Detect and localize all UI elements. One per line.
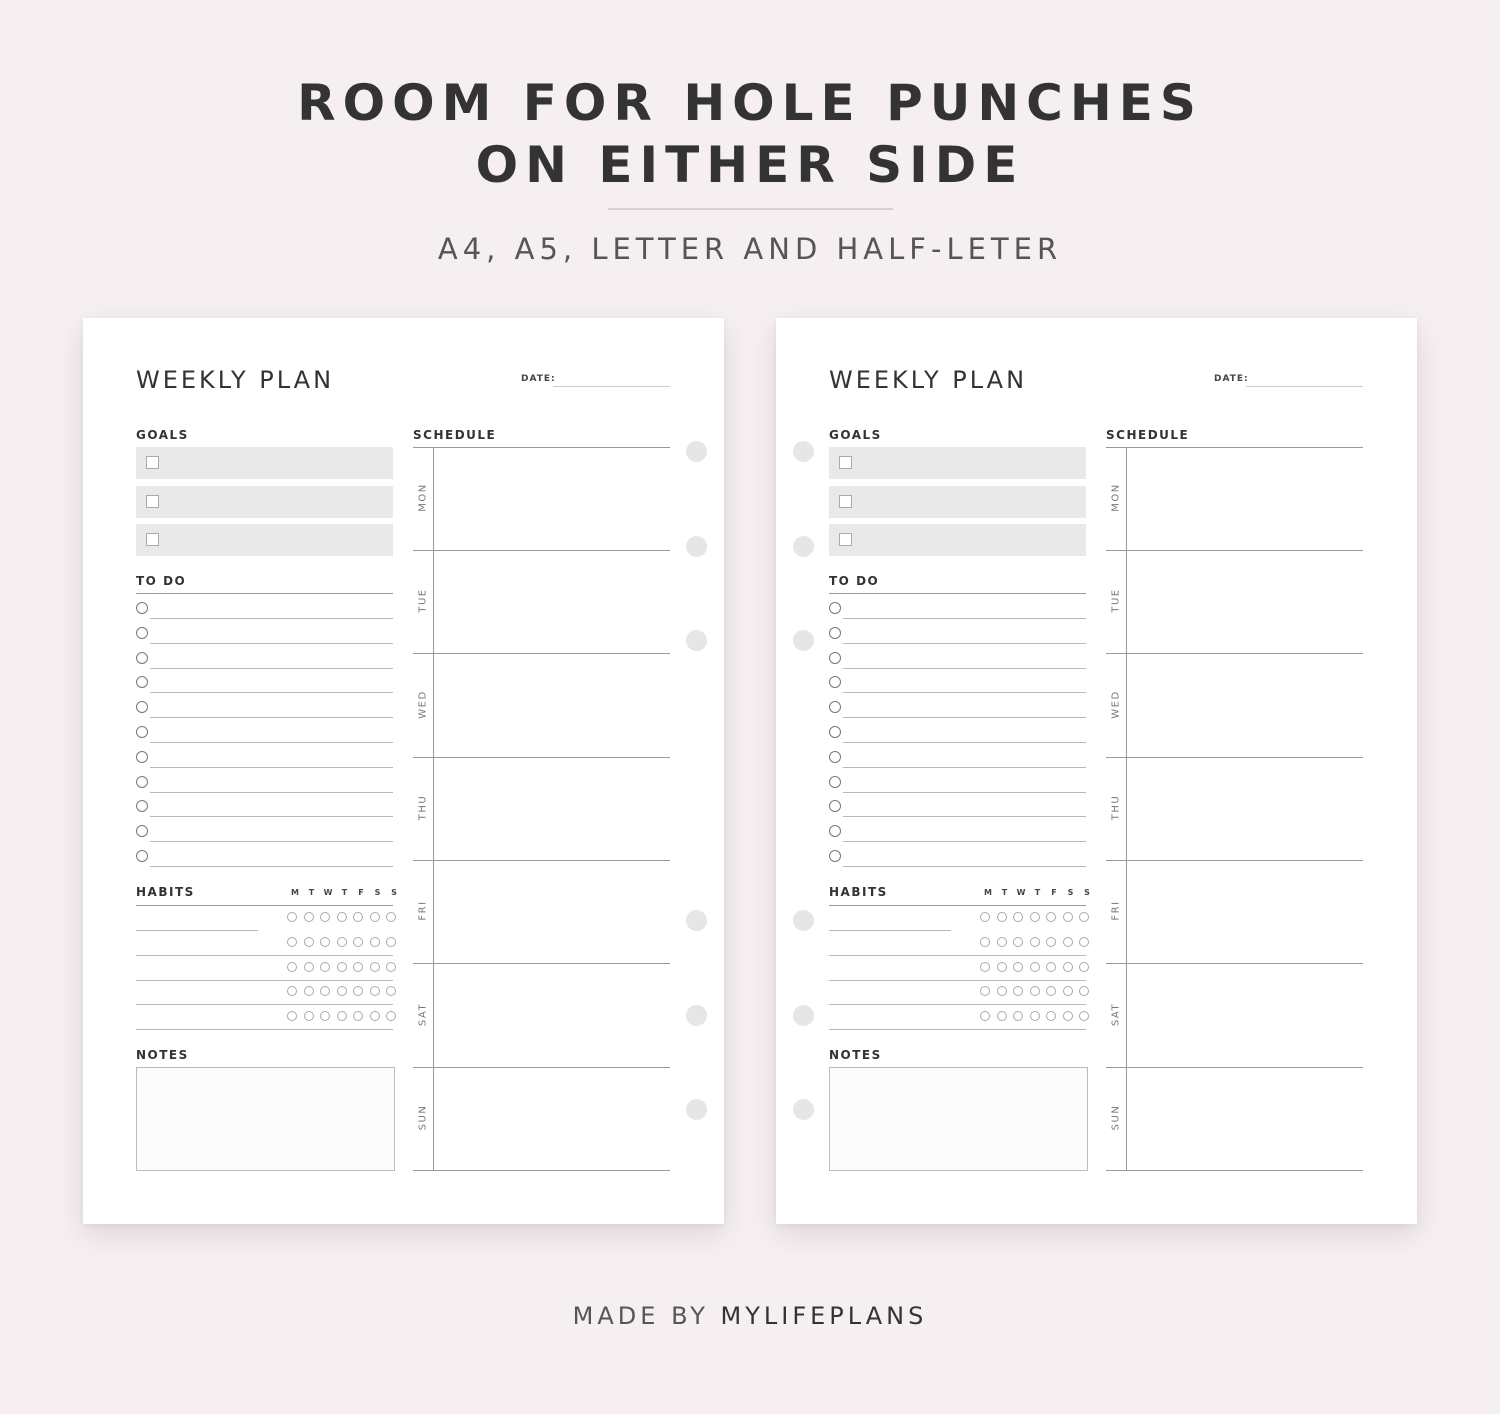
habit-tracker-circle <box>980 962 990 972</box>
habit-tracker-circle <box>997 937 1007 947</box>
habit-tracker-circle <box>1030 986 1040 996</box>
todo-line <box>843 692 1086 693</box>
goals-label: GOALS <box>829 428 882 442</box>
schedule-label: SCHEDULE <box>1106 428 1190 442</box>
todo-line <box>150 643 393 644</box>
habit-tracker-circle <box>1030 937 1040 947</box>
habit-tracker-circle <box>320 962 330 972</box>
todo-circle-icon <box>829 701 841 713</box>
todo-circle-icon <box>136 652 148 664</box>
todo-circle-icon <box>829 825 841 837</box>
habit-day-label: T <box>341 888 348 897</box>
habit-tracker-circle <box>337 1011 347 1021</box>
day-label-fri: FRI <box>417 900 429 921</box>
todo-circle-icon <box>829 676 841 688</box>
habit-tracker-circle <box>370 937 380 947</box>
day-row-line <box>413 550 670 551</box>
todo-circle-icon <box>829 726 841 738</box>
todo-circle-icon <box>136 751 148 763</box>
habit-tracker-circle <box>1079 962 1089 972</box>
day-label-thu: THU <box>1110 794 1122 821</box>
habit-tracker-circle <box>353 912 363 922</box>
habit-tracker-circle <box>370 962 380 972</box>
schedule-label: SCHEDULE <box>413 428 497 442</box>
notes-label: NOTES <box>829 1048 882 1062</box>
habit-tracker-circle <box>1063 937 1073 947</box>
habit-line <box>829 955 1086 956</box>
day-label-fri: FRI <box>1110 900 1122 921</box>
habit-tracker-circle <box>386 912 396 922</box>
todo-circle-icon <box>829 602 841 614</box>
habit-day-label: F <box>1051 888 1057 897</box>
todo-line <box>843 792 1086 793</box>
punch-hole <box>793 441 814 462</box>
todo-line <box>843 668 1086 669</box>
divider <box>608 208 893 210</box>
todo-rule <box>829 593 1086 594</box>
todo-circle-icon <box>136 676 148 688</box>
habit-day-label: M <box>984 888 992 897</box>
habit-tracker-circle <box>1079 937 1089 947</box>
headline-line-2: ON EITHER SIDE <box>475 136 1025 194</box>
day-label-tue: TUE <box>417 588 429 613</box>
todo-circle-icon <box>136 701 148 713</box>
punch-hole <box>686 910 707 931</box>
habit-line <box>136 1004 393 1005</box>
footer <box>0 1302 1500 1330</box>
todo-line <box>150 717 393 718</box>
goal-checkbox <box>839 456 852 469</box>
day-row-line <box>413 1067 670 1068</box>
habit-tracker-circle <box>980 1011 990 1021</box>
todo-line <box>150 692 393 693</box>
goal-row <box>136 447 393 479</box>
habit-tracker-circle <box>1046 986 1056 996</box>
punch-hole <box>686 630 707 651</box>
page-title: WEEKLY PLAN <box>136 366 335 394</box>
day-row-line <box>413 653 670 654</box>
goal-checkbox <box>839 495 852 508</box>
habit-tracker-circle <box>997 986 1007 996</box>
day-row-line <box>1106 963 1363 964</box>
todo-circle-icon <box>136 627 148 639</box>
habit-tracker-circle <box>353 1011 363 1021</box>
punch-hole <box>793 1005 814 1026</box>
habit-tracker-circle <box>304 937 314 947</box>
footer-prefix: MADE BY <box>572 1302 721 1330</box>
habit-tracker-circle <box>997 912 1007 922</box>
todo-line <box>150 742 393 743</box>
habit-line <box>136 1029 393 1030</box>
goal-row <box>829 447 1086 479</box>
day-label-sat: SAT <box>1110 1002 1122 1026</box>
todo-label: TO DO <box>829 574 880 588</box>
day-row-line <box>413 1170 670 1171</box>
habit-tracker-circle <box>1013 937 1023 947</box>
habit-tracker-circle <box>304 912 314 922</box>
day-label-wed: WED <box>417 689 429 719</box>
punch-hole <box>686 1099 707 1120</box>
habit-line <box>136 955 393 956</box>
habit-tracker-circle <box>320 937 330 947</box>
headline-line-1: ROOM FOR HOLE PUNCHES <box>297 74 1203 132</box>
todo-line <box>150 816 393 817</box>
habit-tracker-circle <box>386 1011 396 1021</box>
todo-circle-icon <box>136 776 148 788</box>
habit-tracker-circle <box>320 1011 330 1021</box>
todo-circle-icon <box>136 800 148 812</box>
habits-rule <box>136 905 393 906</box>
habit-line <box>829 1029 1086 1030</box>
habit-tracker-circle <box>997 962 1007 972</box>
todo-circle-icon <box>829 850 841 862</box>
habit-tracker-circle <box>287 937 297 947</box>
todo-circle-icon <box>829 776 841 788</box>
planner-sheet-left <box>83 318 724 1224</box>
date-line <box>553 386 670 387</box>
goals-label: GOALS <box>136 428 189 442</box>
habit-tracker-circle <box>1079 986 1089 996</box>
todo-circle-icon <box>829 751 841 763</box>
goal-row <box>136 524 393 556</box>
habit-tracker-circle <box>980 912 990 922</box>
habit-tracker-circle <box>386 962 396 972</box>
todo-line <box>150 618 393 619</box>
habit-tracker-circle <box>386 937 396 947</box>
notes-label: NOTES <box>136 1048 189 1062</box>
schedule-rule <box>413 447 670 448</box>
punch-hole <box>686 536 707 557</box>
habit-tracker-circle <box>1046 912 1056 922</box>
punch-hole <box>793 630 814 651</box>
date-label: DATE: <box>521 374 556 384</box>
punch-hole <box>686 1005 707 1026</box>
punch-hole <box>793 536 814 557</box>
date-label: DATE: <box>1214 374 1249 384</box>
habit-tracker-circle <box>287 986 297 996</box>
todo-line <box>843 742 1086 743</box>
day-label-mon: MON <box>1110 483 1122 512</box>
habit-tracker-circle <box>353 986 363 996</box>
day-row-line <box>413 963 670 964</box>
todo-circle-icon <box>829 627 841 639</box>
habit-tracker-circle <box>1030 1011 1040 1021</box>
habit-tracker-circle <box>353 937 363 947</box>
habit-tracker-circle <box>1013 912 1023 922</box>
habit-day-label: M <box>291 888 299 897</box>
day-row-line <box>413 860 670 861</box>
habit-tracker-circle <box>304 986 314 996</box>
habit-tracker-circle <box>1079 912 1089 922</box>
schedule-rule <box>1106 447 1363 448</box>
habit-tracker-circle <box>370 912 380 922</box>
todo-label: TO DO <box>136 574 187 588</box>
habit-day-label: S <box>1084 888 1090 897</box>
goal-checkbox <box>146 495 159 508</box>
goal-row <box>829 486 1086 518</box>
habit-line <box>829 930 951 931</box>
habit-tracker-circle <box>1013 1011 1023 1021</box>
todo-line <box>150 841 393 842</box>
habit-tracker-circle <box>304 1011 314 1021</box>
goal-checkbox <box>839 533 852 546</box>
todo-line <box>150 866 393 867</box>
todo-line <box>150 668 393 669</box>
habit-tracker-circle <box>287 1011 297 1021</box>
habit-day-label: W <box>1016 888 1026 897</box>
page-title: WEEKLY PLAN <box>829 366 1028 394</box>
habit-tracker-circle <box>1030 962 1040 972</box>
subheading: A4, A5, LETTER AND HALF-LETER <box>437 232 1063 266</box>
habit-tracker-circle <box>1063 1011 1073 1021</box>
habit-tracker-circle <box>386 986 396 996</box>
todo-line <box>150 767 393 768</box>
todo-circle-icon <box>136 726 148 738</box>
punch-hole <box>793 1099 814 1120</box>
goal-checkbox <box>146 533 159 546</box>
habit-tracker-circle <box>304 962 314 972</box>
day-row-line <box>1106 1170 1363 1171</box>
notes-box <box>136 1067 395 1171</box>
habit-line <box>136 930 258 931</box>
habit-tracker-circle <box>320 912 330 922</box>
habit-line <box>829 1004 1086 1005</box>
date-line <box>1246 386 1363 387</box>
day-row-line <box>1106 757 1363 758</box>
todo-line <box>150 792 393 793</box>
habit-tracker-circle <box>320 986 330 996</box>
habit-day-label: T <box>308 888 315 897</box>
todo-circle-icon <box>829 652 841 664</box>
planner-sheet-right <box>776 318 1417 1224</box>
habit-day-label: W <box>323 888 333 897</box>
todo-line <box>843 866 1086 867</box>
habit-day-label: T <box>1001 888 1008 897</box>
habit-tracker-circle <box>287 962 297 972</box>
habit-tracker-circle <box>1063 986 1073 996</box>
todo-line <box>843 767 1086 768</box>
todo-circle-icon <box>136 825 148 837</box>
habits-label: HABITS <box>136 885 195 899</box>
habit-tracker-circle <box>1013 986 1023 996</box>
habit-day-label: S <box>391 888 397 897</box>
day-row-line <box>1106 1067 1363 1068</box>
habit-tracker-circle <box>1046 937 1056 947</box>
todo-circle-icon <box>829 800 841 812</box>
todo-line <box>843 643 1086 644</box>
day-label-tue: TUE <box>1110 588 1122 613</box>
day-row-line <box>1106 653 1363 654</box>
habit-tracker-circle <box>1046 962 1056 972</box>
habit-day-label: S <box>374 888 381 897</box>
habit-tracker-circle <box>337 912 347 922</box>
habit-day-label: T <box>1034 888 1041 897</box>
habit-tracker-circle <box>1030 912 1040 922</box>
habit-tracker-circle <box>1013 962 1023 972</box>
habit-tracker-circle <box>980 937 990 947</box>
goal-row <box>829 524 1086 556</box>
todo-circle-icon <box>136 602 148 614</box>
goal-checkbox <box>146 456 159 469</box>
todo-circle-icon <box>136 850 148 862</box>
habit-tracker-circle <box>1063 962 1073 972</box>
headline <box>0 72 1500 196</box>
habit-day-label: S <box>1067 888 1074 897</box>
habits-rule <box>829 905 1086 906</box>
habit-tracker-circle <box>1063 912 1073 922</box>
habit-tracker-circle <box>370 986 380 996</box>
schedule-divider <box>433 448 434 1170</box>
day-label-sat: SAT <box>417 1002 429 1026</box>
habit-tracker-circle <box>337 962 347 972</box>
habits-label: HABITS <box>829 885 888 899</box>
habit-tracker-circle <box>337 937 347 947</box>
habit-tracker-circle <box>353 962 363 972</box>
day-row-line <box>1106 860 1363 861</box>
habit-tracker-circle <box>1046 1011 1056 1021</box>
day-row-line <box>413 757 670 758</box>
notes-box <box>829 1067 1088 1171</box>
footer-brand: MYLIFEPLANS <box>720 1302 928 1330</box>
todo-line <box>843 841 1086 842</box>
punch-hole <box>793 910 814 931</box>
todo-rule <box>136 593 393 594</box>
habit-tracker-circle <box>980 986 990 996</box>
day-row-line <box>1106 550 1363 551</box>
habit-tracker-circle <box>370 1011 380 1021</box>
habit-tracker-circle <box>997 1011 1007 1021</box>
habit-tracker-circle <box>287 912 297 922</box>
todo-line <box>843 618 1086 619</box>
todo-line <box>843 816 1086 817</box>
punch-hole <box>686 441 707 462</box>
day-label-mon: MON <box>417 483 429 512</box>
habit-tracker-circle <box>337 986 347 996</box>
habit-line <box>829 980 1086 981</box>
schedule-divider <box>1126 448 1127 1170</box>
day-label-sun: SUN <box>1110 1104 1122 1131</box>
habit-line <box>136 980 393 981</box>
day-label-sun: SUN <box>417 1104 429 1131</box>
day-label-thu: THU <box>417 794 429 821</box>
todo-line <box>843 717 1086 718</box>
habit-day-label: F <box>358 888 364 897</box>
habit-tracker-circle <box>1079 1011 1089 1021</box>
goal-row <box>136 486 393 518</box>
day-label-wed: WED <box>1110 689 1122 719</box>
